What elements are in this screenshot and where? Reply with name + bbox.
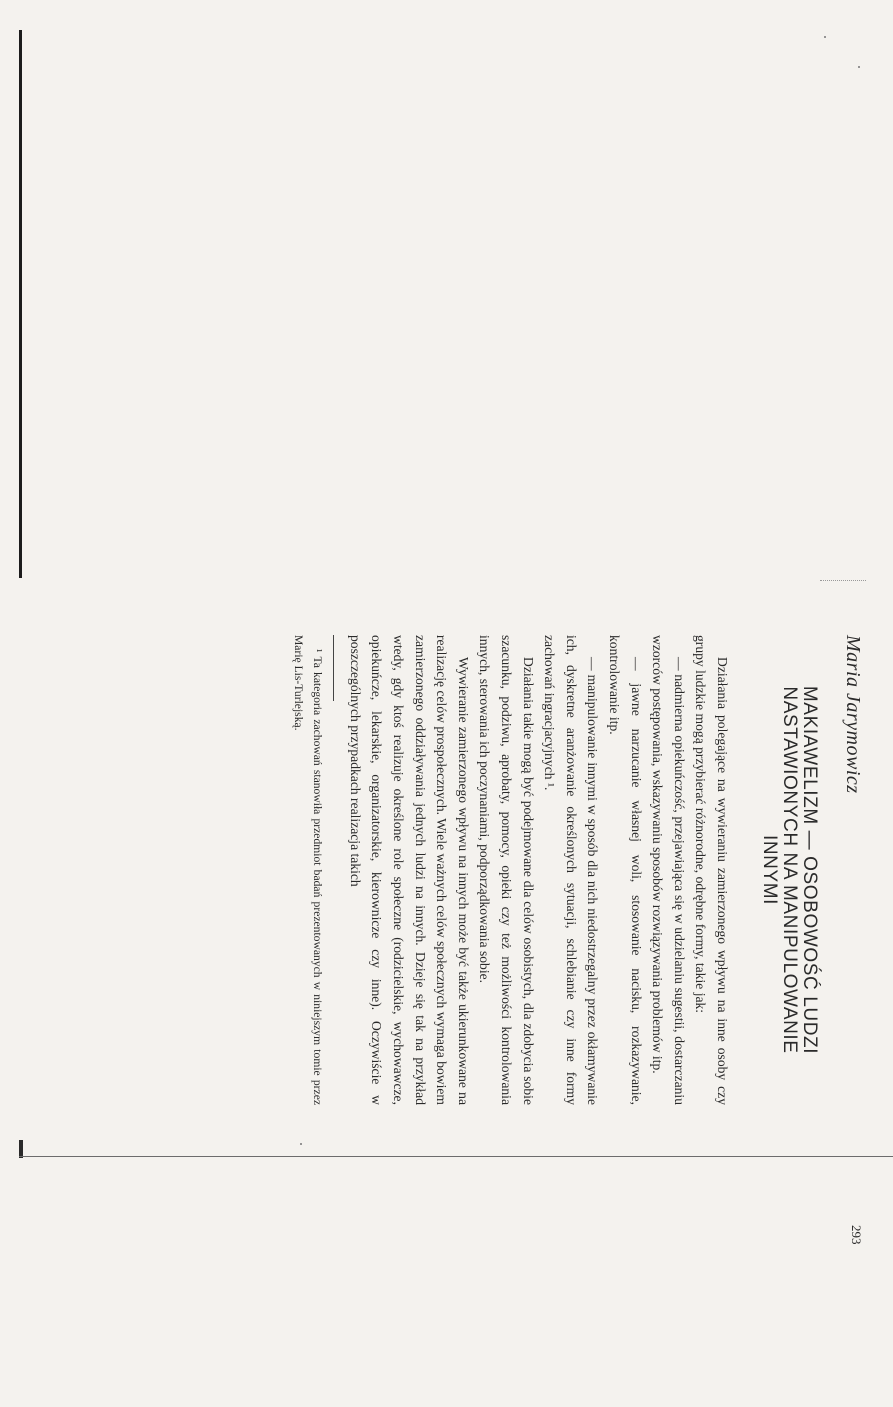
page-number: 293 [849, 1225, 864, 1245]
footnote-divider [333, 635, 334, 701]
scan-edge-mark [19, 30, 22, 578]
title-line: MAKIAWELIZM — OSOBOWOŚĆ LUDZI [799, 685, 820, 1055]
scan-dotted-mark [820, 580, 866, 581]
article-title [759, 635, 819, 1105]
title-line: INNYMI [759, 834, 780, 906]
list-item: — manipulowanie innymi w sposób dla nich niedostrzegalny przez okłamywanie ich, dyskretne aranżowanie określonych sytuacji, schlebianie czy inne formy zachowań ingracjacyjnych ¹. [542, 635, 601, 1105]
rotated-document-page [0, 635, 864, 1407]
author-name: Maria Jarymowicz [842, 635, 864, 794]
footnote: ¹ Ta kategoria zachowań stanowiła przedmiot badań prezentowanych w niniejszym tomie przez Marię Lis-Turlejską. [292, 635, 325, 1105]
scan-speck [858, 66, 860, 68]
article-body [344, 635, 733, 1105]
body-paragraph: Działania takie mogą być podejmowane dla celów osobistych, dla zdobycia sobie szacunku, podziwu, aprobaty, pomocy, opieki czy też możliwości kontrolowania innych, sterowania ich poczynaniami, podporządkowania sobie. [477, 635, 536, 1105]
title-line: NASTAWIONYCH NA MANIPULOWANIE [779, 686, 800, 1054]
body-paragraph: Działania polegające na wywieraniu zamierzonego wpływu na inne osoby czy grupy ludzkie mogą przybierać różnorodne, odrębne formy, takie jak: [693, 635, 730, 1105]
page-content [289, 635, 864, 1105]
list-item: — nadmierna opiekuńczość, przejawiająca się w udzielaniu sugestii, dostarczaniu wzorców postępowania, wskazywaniu sposobów rozwiązywania problemów itp. [650, 635, 687, 1105]
body-paragraph: Wywieranie zamierzonego wpływu na innych może być także ukierunkowane na realizację celów prospołecznych. Wiele ważnych celów społecznych wymaga bowiem zamierzonego oddziaływania jednych ludzi na innych. Dzieje się tak na przykład wtedy, gdy ktoś realizuje określone role społeczne (rodzicielskie, wychowawcze, opiekuńcze, lekarskie, organizatorskie, kierownicze czy inne). Oczywiście w poszczególnych przypadkach realizacja takich [347, 635, 471, 1105]
scan-speck [824, 36, 826, 38]
list-item: — jawne narzucanie własnej woli, stosowanie nacisku, rozkazywanie, kontrolowanie itp. [607, 635, 644, 1105]
